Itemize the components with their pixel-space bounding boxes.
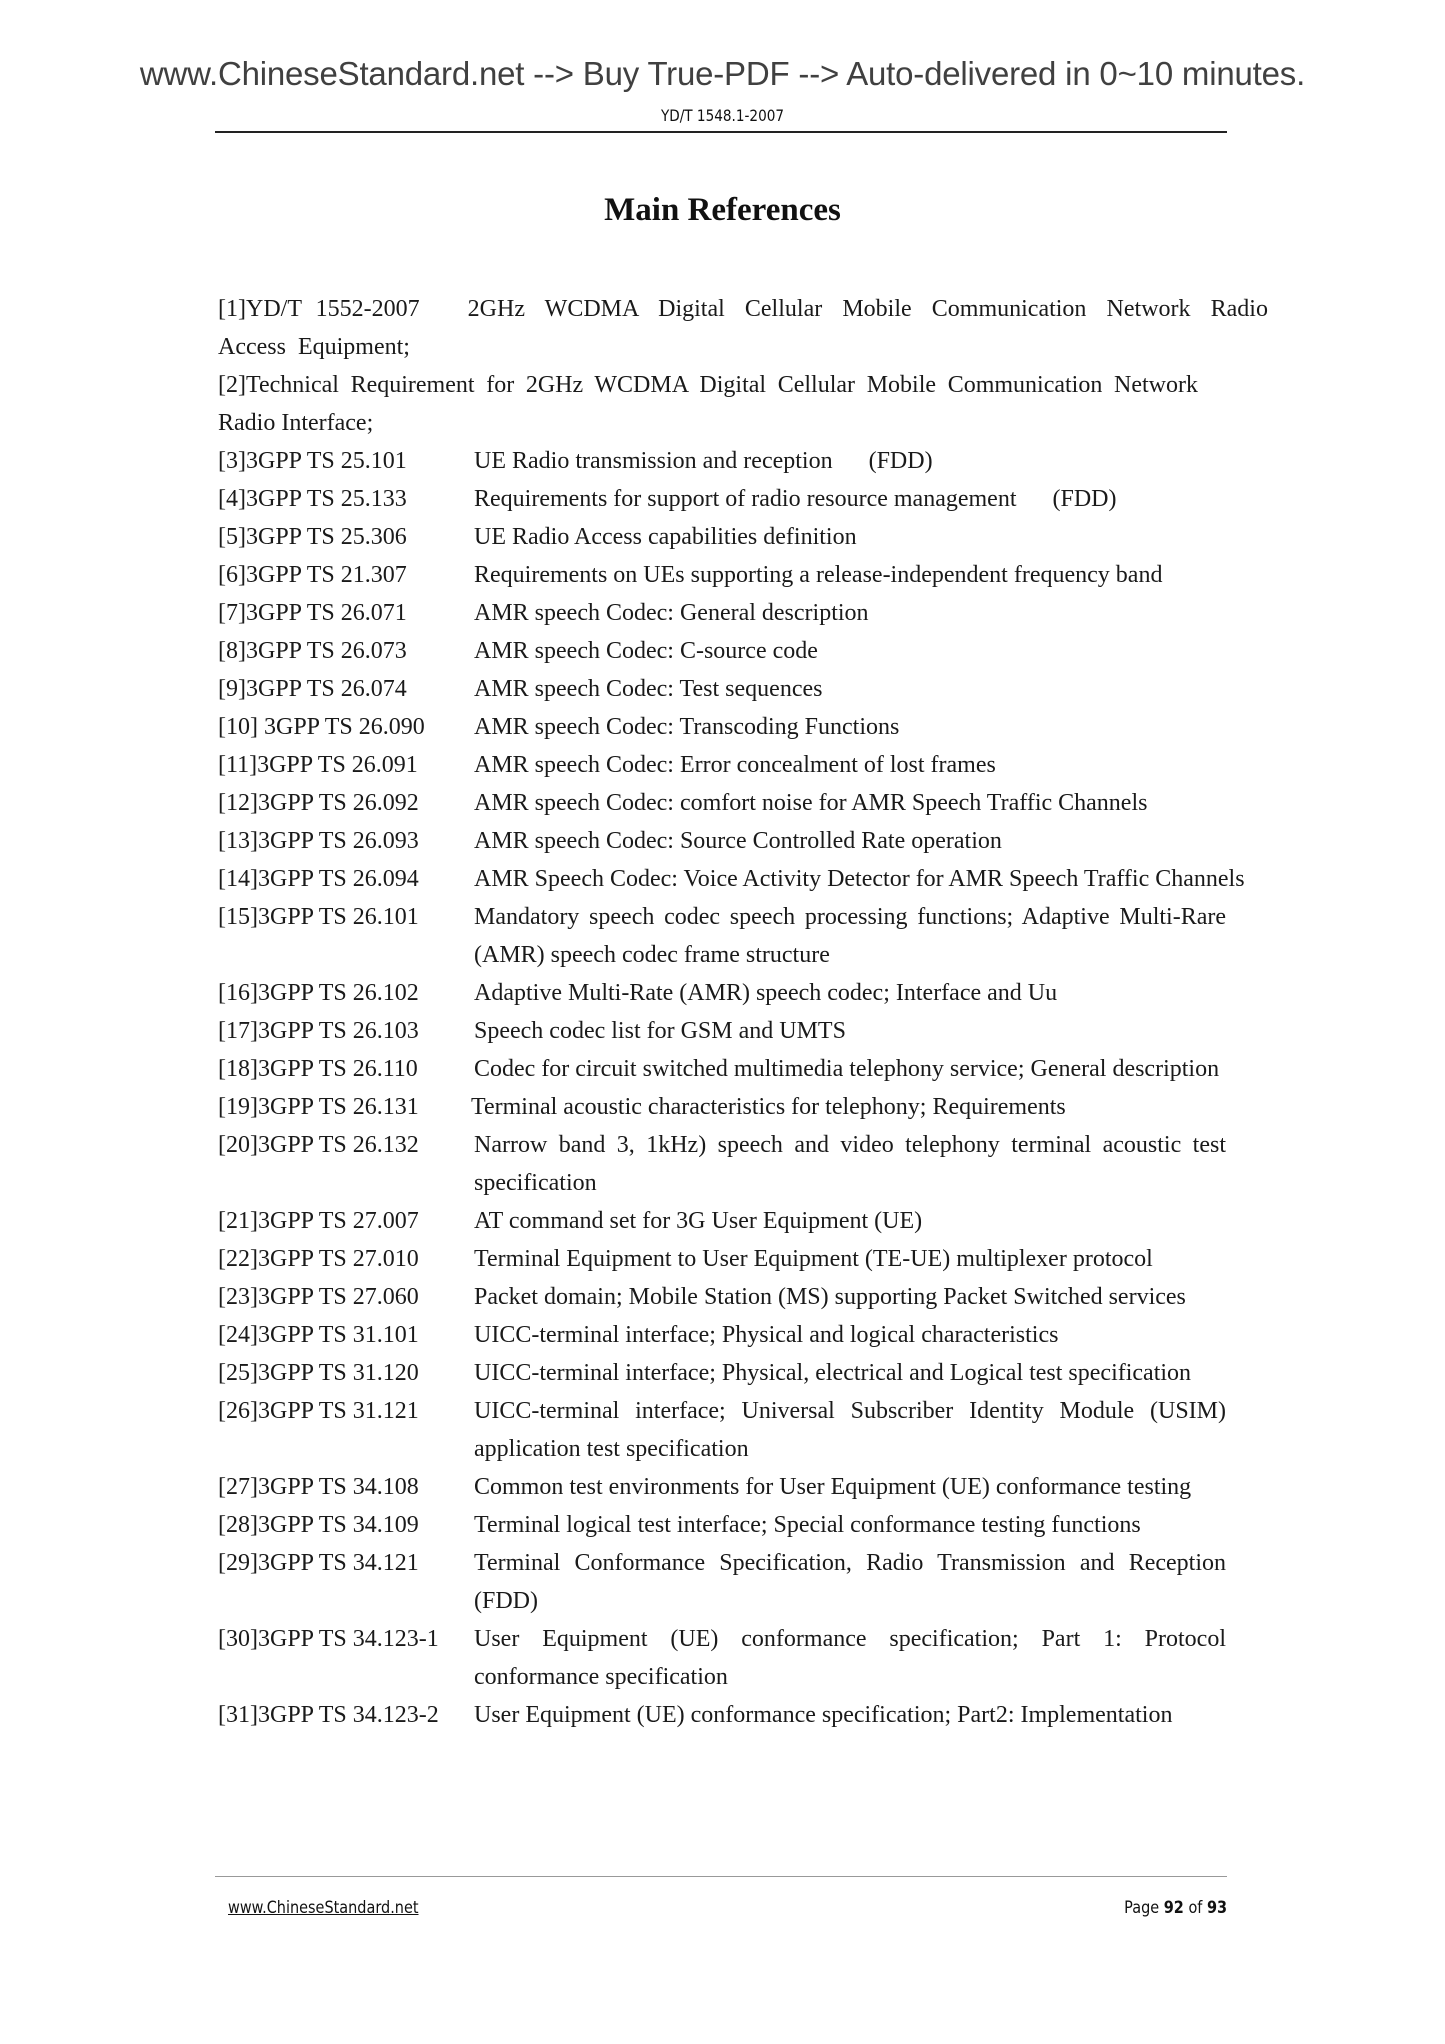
reference-code: [1]YD/T 1552-2007 (218, 296, 420, 322)
reference-code: [22]3GPP TS 27.010 (218, 1246, 419, 1272)
page-title: Main References (604, 192, 841, 228)
reference-code: [19]3GPP TS 26.131 (218, 1094, 419, 1120)
reference-item (218, 442, 1268, 480)
reference-item (218, 1620, 1268, 1696)
footer-website-link[interactable]: www.ChineseStandard.net (228, 1898, 419, 1918)
reference-code: [6]3GPP TS 21.307 (218, 562, 407, 588)
reference-item (218, 1278, 1268, 1316)
reference-item (218, 898, 1268, 974)
reference-item (218, 860, 1268, 898)
reference-code: [11]3GPP TS 26.091 (218, 752, 418, 778)
reference-code: [3]3GPP TS 25.101 (218, 448, 407, 474)
reference-desc: Terminal logical test interface; Special conformance testing functions (474, 1512, 1141, 1538)
reference-code: [13]3GPP TS 26.093 (218, 828, 419, 854)
reference-item (218, 480, 1268, 518)
reference-code: [31]3GPP TS 34.123-2 (218, 1702, 439, 1728)
reference-desc: AMR Speech Codec: Voice Activity Detector for AMR Speech Traffic Channels (474, 866, 1245, 892)
reference-item (218, 1392, 1268, 1468)
reference-code: [14]3GPP TS 26.094 (218, 866, 419, 892)
footer-divider (215, 1876, 1227, 1877)
reference-desc: UE Radio transmission and reception (FDD) (474, 448, 933, 474)
reference-code: [30]3GPP TS 34.123-1 (218, 1626, 439, 1652)
reference-item (218, 1202, 1268, 1240)
reference-desc: AMR speech Codec: Test sequences (474, 676, 823, 702)
reference-desc: Terminal Equipment to User Equipment (TE-UE) multiplexer protocol (474, 1246, 1153, 1272)
reference-item (218, 974, 1268, 1012)
reference-desc: Requirements on UEs supporting a release-independent frequency band (474, 562, 1163, 588)
reference-code: [20]3GPP TS 26.132 (218, 1132, 419, 1158)
reference-item (218, 366, 1198, 442)
reference-code: [28]3GPP TS 34.109 (218, 1512, 419, 1538)
reference-code: [15]3GPP TS 26.101 (218, 904, 419, 930)
page-label: Page (1124, 1898, 1160, 1918)
reference-desc: UICC-terminal interface; Physical, electrical and Logical test specification (474, 1360, 1192, 1386)
reference-desc: Requirements for support of radio resource management (FDD) (474, 486, 1117, 512)
reference-desc: AMR speech Codec: Source Controlled Rate operation (474, 828, 1002, 854)
reference-code: [5]3GPP TS 25.306 (218, 524, 407, 550)
reference-item (218, 556, 1268, 594)
reference-desc: Terminal acoustic characteristics for telephony; Requirements (471, 1094, 1066, 1120)
page-of: of (1188, 1898, 1203, 1918)
standard-code-header: YD/T 1548.1-2007 (660, 106, 785, 125)
reference-desc: AMR speech Codec: C-source code (474, 638, 818, 664)
reference-code: [10] 3GPP TS 26.090 (218, 714, 425, 740)
reference-item (218, 1126, 1268, 1202)
reference-code: [27]3GPP TS 34.108 (218, 1474, 419, 1500)
reference-desc: User Equipment (UE) conformance specification; Part2: Implementation (474, 1702, 1173, 1728)
reference-code: [23]3GPP TS 27.060 (218, 1284, 419, 1310)
reference-desc: UICC-terminal interface; Universal Subscriber Identity Module (USIM) application test specification (474, 1398, 1226, 1462)
reference-item (218, 1088, 1268, 1126)
reference-desc: UE Radio Access capabilities definition (474, 524, 857, 550)
reference-code: [7]3GPP TS 26.071 (218, 600, 407, 626)
reference-item (218, 290, 1268, 366)
promo-banner: www.ChineseStandard.net --> Buy True-PDF --> Auto-delivered in 0~10 minutes. (139, 55, 1306, 92)
reference-code: [18]3GPP TS 26.110 (218, 1056, 418, 1082)
reference-desc: Speech codec list for GSM and UMTS (474, 1018, 846, 1044)
reference-item (218, 708, 1268, 746)
reference-desc: User Equipment (UE) conformance specification; Part 1: Protocol conformance specification (474, 1626, 1226, 1690)
reference-code: [21]3GPP TS 27.007 (218, 1208, 419, 1234)
reference-desc: AT command set for 3G User Equipment (UE) (474, 1208, 923, 1234)
reference-desc: Common test environments for User Equipment (UE) conformance testing (474, 1474, 1192, 1500)
reference-item (218, 594, 1268, 632)
reference-code: [17]3GPP TS 26.103 (218, 1018, 419, 1044)
reference-code: [24]3GPP TS 31.101 (218, 1322, 419, 1348)
reference-item (218, 670, 1268, 708)
reference-item (218, 1696, 1268, 1734)
reference-desc: AMR speech Codec: Error concealment of lost frames (474, 752, 996, 778)
reference-code: [12]3GPP TS 26.092 (218, 790, 419, 816)
header-divider (215, 131, 1227, 133)
reference-item (218, 746, 1268, 784)
reference-code: [16]3GPP TS 26.102 (218, 980, 419, 1006)
reference-item (218, 1050, 1268, 1088)
page-total: 93 (1206, 1898, 1227, 1918)
reference-code: [9]3GPP TS 26.074 (218, 676, 407, 702)
page-current: 92 (1163, 1898, 1184, 1918)
reference-code: [4]3GPP TS 25.133 (218, 486, 407, 512)
reference-item (218, 518, 1268, 556)
reference-desc: AMR speech Codec: Transcoding Functions (474, 714, 900, 740)
reference-desc: Adaptive Multi-Rate (AMR) speech codec; Interface and Uu (474, 980, 1058, 1006)
reference-item (218, 1468, 1268, 1506)
reference-desc: Codec for circuit switched multimedia telephony service; General description (474, 1056, 1220, 1082)
reference-item (218, 1506, 1268, 1544)
reference-code: [29]3GPP TS 34.121 (218, 1550, 419, 1576)
reference-item (218, 1544, 1268, 1620)
reference-item (218, 1240, 1268, 1278)
reference-item (218, 1316, 1268, 1354)
reference-desc: Packet domain; Mobile Station (MS) supporting Packet Switched services (474, 1284, 1186, 1310)
reference-item (218, 1354, 1268, 1392)
reference-desc: Terminal Conformance Specification, Radio Transmission and Reception (FDD) (474, 1550, 1226, 1614)
reference-code: [8]3GPP TS 26.073 (218, 638, 407, 664)
reference-desc: UICC-terminal interface; Physical and logical characteristics (474, 1322, 1059, 1348)
reference-item (218, 822, 1268, 860)
reference-item (218, 632, 1268, 670)
reference-item (218, 1012, 1268, 1050)
reference-desc: AMR speech Codec: comfort noise for AMR Speech Traffic Channels (474, 790, 1148, 816)
reference-item (218, 784, 1268, 822)
reference-code: [26]3GPP TS 31.121 (218, 1398, 419, 1424)
reference-desc: Narrow band 3, 1kHz) speech and video telephony terminal acoustic test specification (474, 1132, 1226, 1196)
page-number (1124, 1898, 1227, 1918)
reference-desc: Mandatory speech codec speech processing functions; Adaptive Multi-Rare (AMR) speech codec frame structure (474, 904, 1226, 968)
reference-code: [2]Technical Requirement for 2GHz WCDMA Digital Cellular Mobile Communication Network Radio Interface; (218, 372, 1198, 436)
reference-desc: 2GHz WCDMA Digital Cellular Mobile Communication Network Radio Access Equipment; (218, 296, 1268, 360)
reference-desc: AMR speech Codec: General description (474, 600, 869, 626)
references-list (218, 290, 1268, 1734)
reference-code: [25]3GPP TS 31.120 (218, 1360, 419, 1386)
